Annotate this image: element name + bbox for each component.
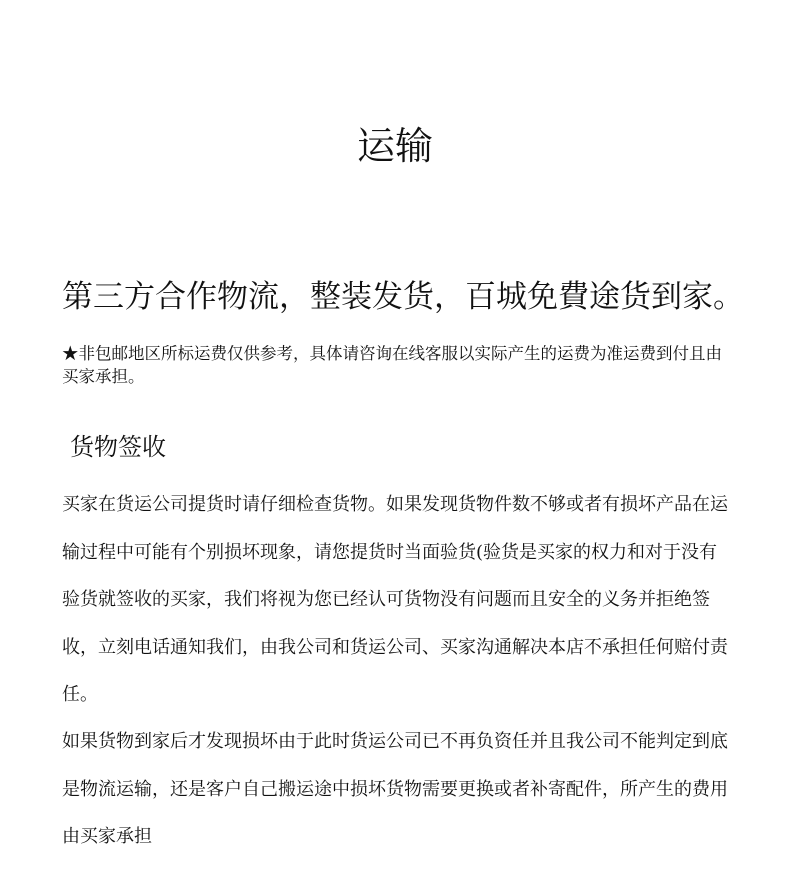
page-title: 运输: [356, 124, 433, 168]
shipping-fee-notice: ★非包邮地区所标运费仅供参考，具体请咨询在线客服以实际产生的运费为准运费到付且由买家承担。: [62, 344, 722, 386]
section-heading-receipt: 货物签收: [70, 433, 166, 461]
receipt-paragraph-2: 如果货物到家后才发现损坏由于此时货运公司已不再负资任并且我公司不能判定到底是物流运输，还是客户自己搬运途中损坏货物需要更换或者补寄配件，所产生的费用由买家承担: [62, 731, 728, 847]
shipping-headline: 第三方合作物流，整装发货，百城免費途货到家。: [62, 279, 744, 315]
receipt-paragraph-1: 买家在货运公司提货时请仔细检查货物。如果发现货物件数不够或者有损坏产品在运输过程中可能有个别损坏现象，请您提货时当面验货(验货是买家的权力和对于没有验货就签收的买家，我们将视为您已经认可货物没有问题而且安全的义务并拒绝签收，立刻电话通知我们，由我公司和货运公司、买家沟通解决本店不承担任何赔付责任。: [62, 494, 728, 705]
